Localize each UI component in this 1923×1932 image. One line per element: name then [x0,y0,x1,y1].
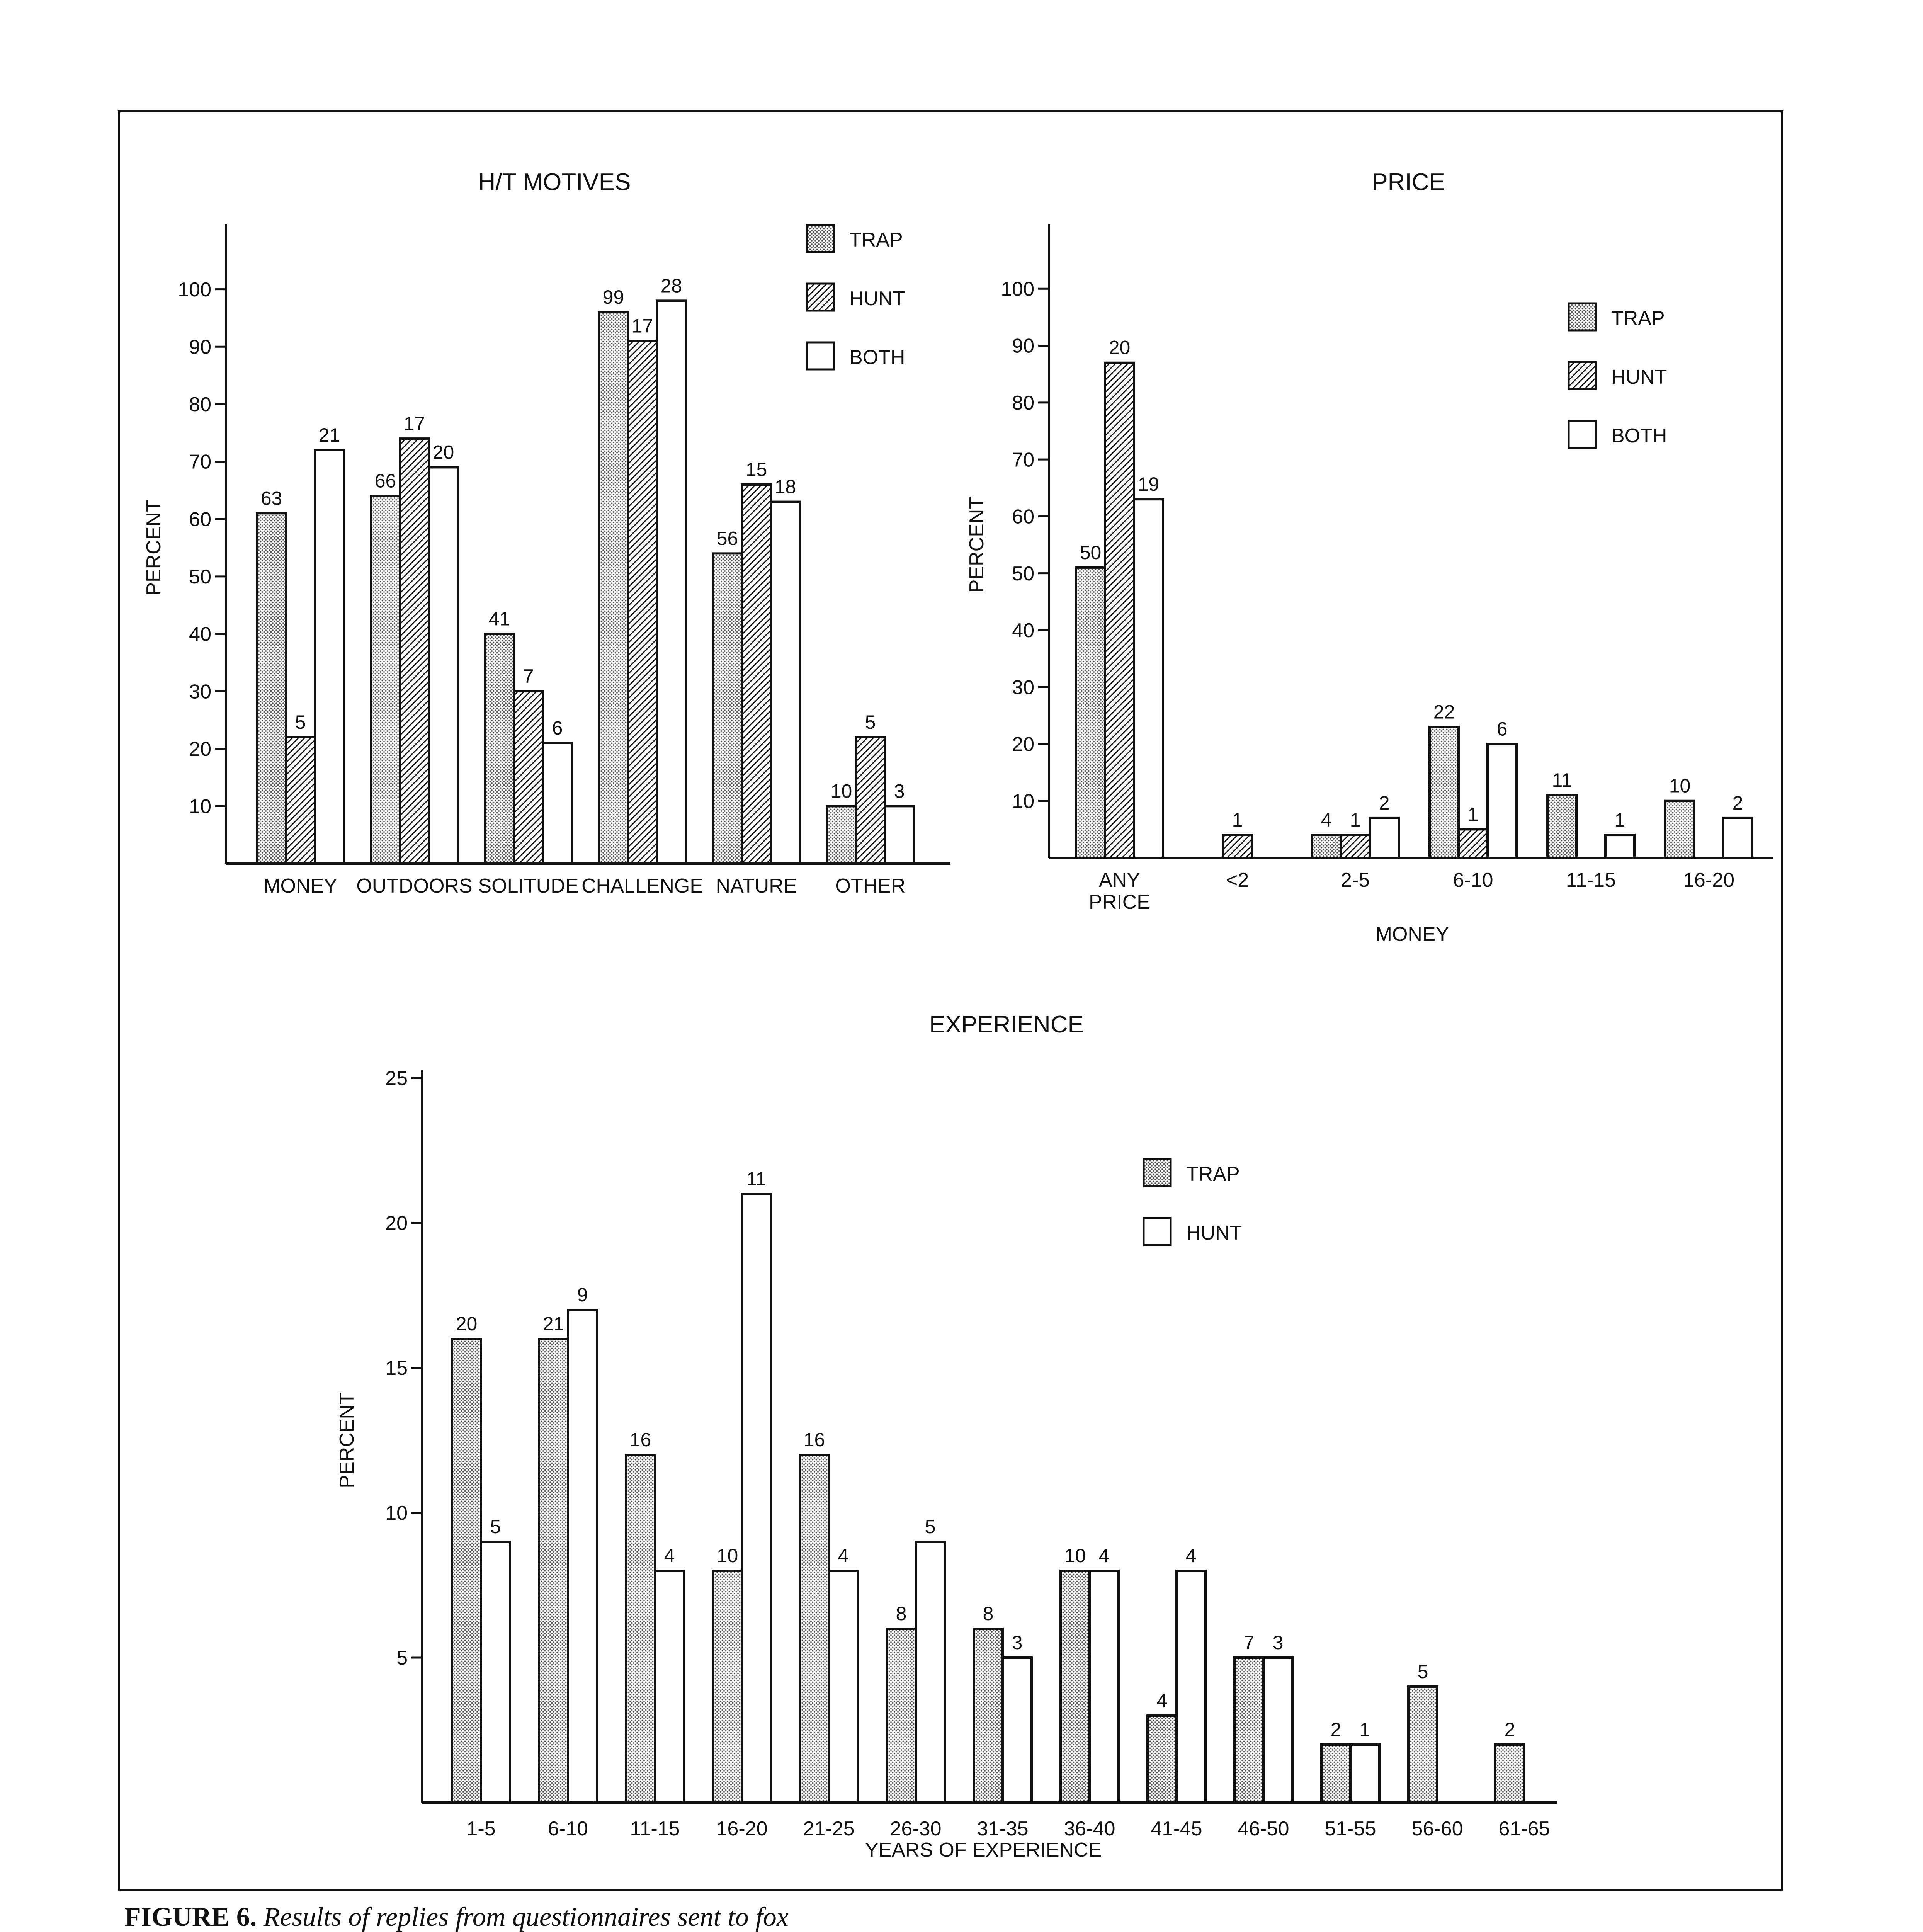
data-label-trap: 22 [1433,701,1455,723]
y-tick-label: 100 [178,278,211,301]
x-tick-label: 16-20 [716,1818,768,1840]
data-label-both: 3 [894,780,905,802]
data-label-hunt: 11 [746,1168,767,1190]
legend-swatch-trap [1144,1159,1171,1186]
bar-trap-56-60 [1408,1687,1437,1803]
bar-trap-46-50 [1234,1658,1263,1803]
bar-trap-other [827,806,856,864]
data-label-trap: 10 [1669,775,1691,797]
data-label-hunt: 4 [838,1545,849,1566]
data-label-hunt: 7 [523,665,534,687]
legend-label-trap: TRAP [849,229,903,251]
bar-both-money [315,450,344,864]
x-tick-label: 56-60 [1411,1818,1463,1840]
y-tick-label: 60 [189,508,211,531]
y-tick-label: 20 [189,738,211,760]
bar-trap-41-45 [1148,1716,1177,1803]
bar-trap-challenge [599,312,628,864]
bar-both-any-price [1134,499,1163,858]
bar-trap-outdoors [371,496,400,864]
bar-hunt-36-40 [1090,1571,1119,1803]
y-tick-label: 30 [189,680,211,703]
legend-label-both: BOTH [849,346,905,369]
data-label-hunt: 20 [1109,337,1131,359]
bar-hunt-51-55 [1350,1745,1379,1803]
data-label-trap: 10 [716,1545,738,1566]
bar-hunt-6-10 [1459,829,1488,858]
x-tick-label: 26-30 [890,1818,942,1840]
data-label-trap: 66 [374,470,396,492]
y-tick-label: 80 [1012,392,1034,415]
x-tick-label: 31-35 [977,1818,1029,1840]
x-tick-label: <2 [1226,869,1249,891]
x-tick-label: 11-15 [1566,869,1616,891]
data-label-trap: 2 [1330,1719,1342,1740]
y-tick-label: 15 [385,1357,408,1380]
data-label-hunt: 5 [865,711,876,733]
data-label-trap: 10 [1064,1545,1086,1566]
x-tick-label: OTHER [835,875,906,897]
x-tick-label: 61-65 [1498,1818,1550,1840]
data-label-hunt: 9 [577,1284,588,1306]
y-tick-label: 30 [1012,676,1034,699]
bar-trap-36-40 [1061,1571,1090,1803]
data-label-trap: 8 [983,1603,994,1624]
data-label-hunt: 17 [631,315,653,337]
caption-label: FIGURE 6. [124,1902,257,1932]
legend-swatch-hunt [807,284,834,311]
bar-both-6-10 [1488,744,1517,858]
y-tick-label: 40 [1012,619,1034,642]
bar-hunt-11-15 [655,1571,684,1803]
y-tick-label: 100 [1001,278,1034,301]
bar-hunt-outdoors [400,439,429,864]
price-chart [966,155,1777,966]
data-label-trap: 50 [1080,541,1102,563]
legend-label-trap: TRAP [1611,307,1665,330]
bar-both-nature [771,502,800,864]
y-tick-label: 50 [189,566,211,588]
y-tick-label: 10 [385,1502,408,1525]
x-tick-label: 36-40 [1064,1818,1115,1840]
legend-label-both: BOTH [1611,425,1667,447]
data-label-hunt: 4 [664,1545,675,1566]
x-tick-label: OUTDOORS [356,875,473,897]
data-label-trap: 16 [803,1429,825,1451]
bar-trap-21-25 [800,1455,829,1803]
chart-title: PRICE [1372,169,1445,196]
bar-both-11-15 [1605,835,1634,858]
bar-hunt-41-45 [1177,1571,1205,1803]
data-label-hunt: 1 [1467,803,1479,825]
bar-hunt-31-35 [1003,1658,1032,1803]
data-label-trap: 2 [1504,1719,1515,1740]
bar-trap-nature [713,553,742,864]
legend-swatch-hunt [1569,362,1596,389]
y-tick-label: 20 [1012,733,1034,756]
data-label-hunt: 3 [1012,1632,1023,1653]
y-tick-label: 5 [396,1647,408,1670]
x-tick-label: SOLITUDE [478,875,579,897]
bar-hunt-solitude [514,691,543,864]
legend-swatch-both [1569,421,1596,448]
x-tick-label: 6-10 [547,1818,588,1840]
data-label-trap: 56 [716,527,738,549]
experience-chart [328,989,1603,1878]
data-label-trap: 20 [456,1313,478,1335]
bar-trap-31-35 [974,1629,1003,1803]
y-axis-label: PERCENT [143,500,165,596]
data-label-trap: 11 [1552,769,1572,791]
bar-trap-6-10 [539,1339,568,1803]
bar-hunt-any-price [1105,363,1134,858]
bar-trap-money [257,513,286,864]
x-tick-label: CHALLENGE [581,875,703,897]
chart-title: EXPERIENCE [929,1011,1084,1038]
chart-title: H/T MOTIVES [478,169,631,196]
y-tick-label: 50 [1012,562,1034,585]
data-label-both: 6 [552,717,563,739]
x-tick-label: 1-5 [466,1818,496,1840]
bar-both-challenge [657,301,686,864]
bar-trap-any-price [1076,568,1105,858]
figure-caption [124,1901,839,1932]
bar-hunt-other [856,737,885,864]
bar-trap-11-15 [626,1455,655,1803]
y-axis-label: PERCENT [966,497,988,593]
y-tick-label: 80 [189,393,211,416]
legend-swatch-both [807,342,834,369]
bar-hunt-money [286,737,315,864]
data-label-trap: 10 [830,780,852,802]
bar-hunt-16-20 [742,1194,771,1803]
y-tick-label: 90 [1012,335,1034,357]
x-tick-label: 21-25 [803,1818,855,1840]
data-label-trap: 8 [896,1603,907,1624]
data-label-trap: 4 [1156,1690,1168,1711]
y-axis-label: PERCENT [336,1392,358,1488]
data-label-trap: 99 [602,286,624,308]
data-label-trap: 7 [1243,1632,1255,1653]
data-label-both: 21 [318,424,340,446]
data-label-hunt: 4 [1185,1545,1197,1566]
bar-hunt-nature [742,485,771,864]
x-tick-label: 41-45 [1151,1818,1202,1840]
legend-swatch-trap [1569,303,1596,330]
data-label-both: 2 [1379,792,1390,814]
y-tick-label: 70 [189,451,211,473]
data-label-hunt: 1 [1359,1719,1370,1740]
data-label-trap: 41 [488,608,510,630]
motives-chart [128,155,950,920]
bar-trap-16-20 [713,1571,742,1803]
bar-trap-6-10 [1430,727,1459,858]
data-label-trap: 4 [1321,809,1332,831]
y-tick-label: 25 [385,1067,408,1090]
bar-both-outdoors [429,467,458,864]
y-tick-label: 60 [1012,505,1034,528]
bar-both-solitude [543,743,572,864]
x-tick-label: PRICE [1089,891,1150,914]
bar-trap-11-15 [1547,795,1576,858]
bar-hunt-21-25 [829,1571,858,1803]
y-tick-label: 10 [189,795,211,818]
bar-trap-16-20 [1665,801,1694,858]
legend-swatch-trap [807,225,834,252]
data-label-hunt: 5 [925,1516,936,1537]
x-tick-label: NATURE [716,875,797,897]
bar-trap-61-65 [1495,1745,1524,1803]
data-label-both: 6 [1496,718,1508,740]
x-tick-label: 16-20 [1683,869,1734,891]
data-label-hunt: 1 [1350,809,1361,831]
x-tick-label: 6-10 [1453,869,1493,891]
bar-hunt-26-30 [916,1542,945,1803]
data-label-both: 28 [660,275,682,297]
x-tick-label: 51-55 [1325,1818,1376,1840]
bar-hunt-46-50 [1263,1658,1292,1803]
y-tick-label: 40 [189,623,211,646]
caption-text: Results of replies from questionnaires sent to fox [263,1902,789,1932]
y-tick-label: 20 [385,1212,408,1235]
x-tick-label: ANY [1099,869,1140,891]
legend-label-hunt: HUNT [849,287,905,310]
bar-trap-51-55 [1321,1745,1350,1803]
data-label-trap: 5 [1417,1661,1428,1682]
bar-trap-26-30 [887,1629,916,1803]
y-tick-label: 70 [1012,449,1034,471]
data-label-trap: 63 [260,487,282,509]
data-label-both: 1 [1614,809,1625,831]
bar-both-2-5 [1370,818,1399,858]
bar-hunt-challenge [628,341,657,864]
bar-trap-2-5 [1312,835,1341,858]
data-label-both: 2 [1732,792,1743,814]
data-label-both: 18 [774,476,796,498]
data-label-hunt: 3 [1272,1632,1284,1653]
x-tick-label: 2-5 [1340,869,1370,891]
y-tick-label: 90 [189,336,211,359]
bar-trap-1-5 [452,1339,481,1803]
bar-hunt-2 [1223,835,1252,858]
y-tick-label: 10 [1012,790,1034,813]
x-axis-label: MONEY [1375,923,1449,946]
legend-label-trap: TRAP [1186,1163,1240,1185]
data-label-hunt: 1 [1232,809,1243,831]
x-axis-label: YEARS OF EXPERIENCE [865,1839,1102,1861]
data-label-trap: 21 [542,1313,564,1335]
x-tick-label: 46-50 [1238,1818,1289,1840]
data-label-hunt: 17 [403,413,425,435]
data-label-hunt: 4 [1098,1545,1110,1566]
legend-label-hunt: HUNT [1611,366,1667,388]
legend-label-hunt: HUNT [1186,1222,1242,1244]
data-label-hunt: 5 [490,1516,501,1537]
data-label-trap: 16 [629,1429,651,1451]
data-label-hunt: 15 [745,459,767,480]
x-tick-label: 11-15 [630,1818,680,1840]
x-tick-label: MONEY [264,875,337,897]
bar-both-16-20 [1723,818,1752,858]
data-label-both: 20 [432,441,454,463]
data-label-hunt: 5 [295,711,306,733]
data-label-both: 19 [1137,473,1160,495]
bar-hunt-2-5 [1341,835,1370,858]
legend-swatch-hunt [1144,1218,1171,1245]
bar-both-other [885,806,914,864]
bar-hunt-6-10 [568,1310,597,1803]
bar-hunt-1-5 [481,1542,510,1803]
bar-trap-solitude [485,634,514,864]
